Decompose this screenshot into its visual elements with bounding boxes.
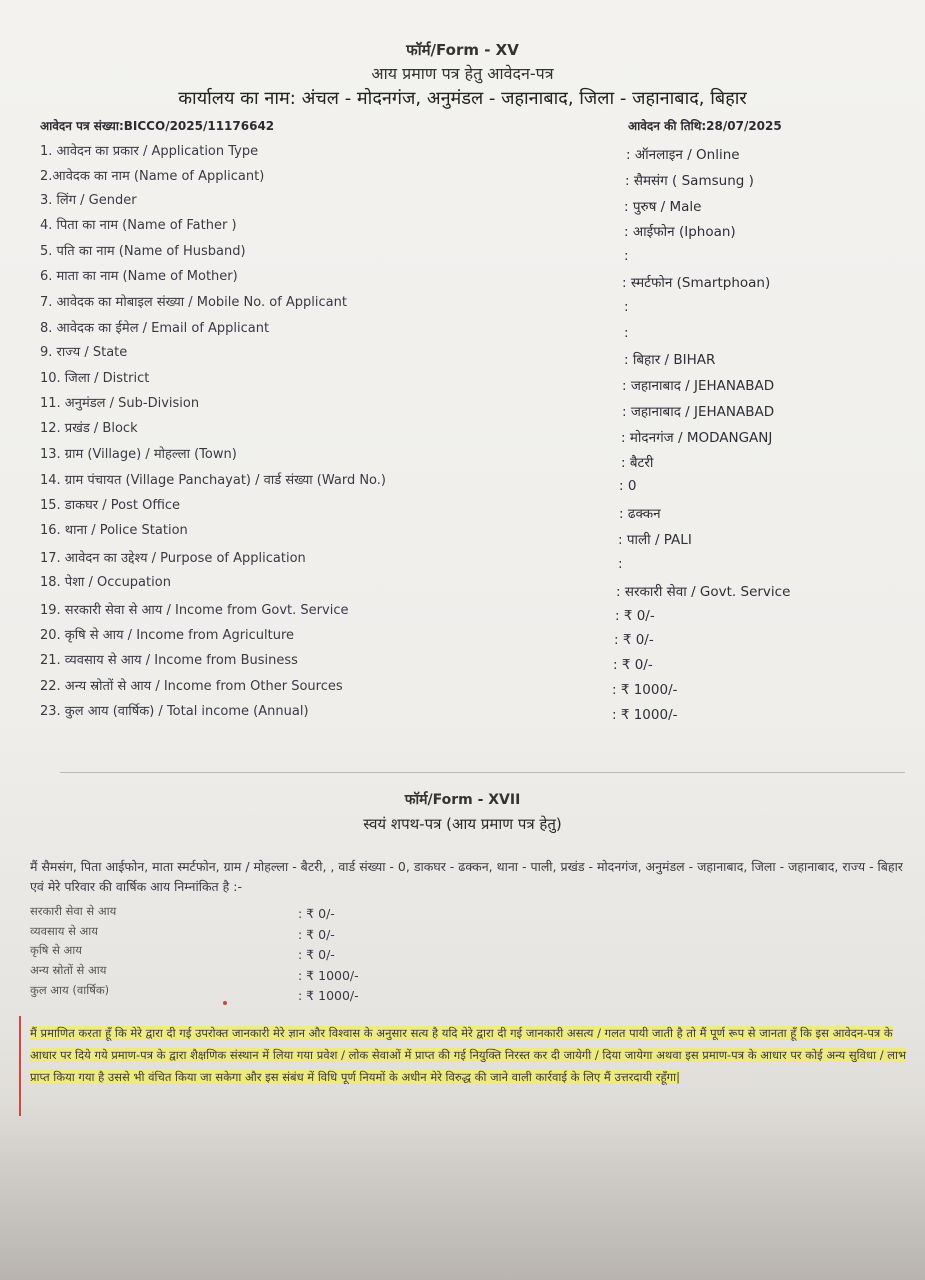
field-value: : ₹ 1000/- [612,707,678,723]
field-value: : ऑनलाइन / Online [626,147,740,163]
field-value: : [618,556,623,572]
field-label: 1. आवेदन का प्रकार / Application Type [40,144,259,159]
field-value: : ₹ 0/- [613,657,653,673]
summary-label: कृषि से आय [30,943,82,957]
field-value: : 0 [619,478,637,494]
field-label: 16. थाना / Police Station [40,523,188,538]
field-label: 4. पिता का नाम (Name of Father ) [40,218,237,233]
field-value: : ₹ 1000/- [612,682,678,698]
form-xvii-subtitle: स्वयं शपथ-पत्र (आय प्रमाण पत्र हेतु) [363,815,562,833]
field-label: 2.आवेदक का नाम (Name of Applicant) [40,169,265,184]
field-label: 12. प्रखंड / Block [40,421,138,436]
field-label: 7. आवेदक का मोबाइल संख्या / Mobile No. of Applicant [40,295,347,310]
field-label: 21. व्यवसाय से आय / Income from Business [40,653,298,668]
form-xv-title: फॉर्म/Form - XV [406,41,519,59]
field-value: : बैटरी [621,455,654,471]
summary-value: : ₹ 1000/- [298,968,359,983]
form-xvii-title: फॉर्म/Form - XVII [404,792,521,808]
field-label: 19. सरकारी सेवा से आय / Income from Govt. Service [40,603,349,618]
field-value: : मोदनगंज / MODANGANJ [621,430,773,446]
field-value: : सरकारी सेवा / Govt. Service [616,584,791,600]
field-value: : ढक्कन [619,506,661,522]
field-label: 18. पेशा / Occupation [40,575,171,590]
declaration-paragraph [30,1022,908,1088]
summary-value: : ₹ 0/- [298,906,335,921]
summary-label: कुल आय (वार्षिक) [30,983,110,997]
summary-label: अन्य स्रोतों से आय [30,963,107,977]
summary-value: : ₹ 0/- [298,947,335,962]
field-value: : ₹ 0/- [615,608,655,624]
field-value: : [624,248,629,264]
field-label: 8. आवेदक का ईमेल / Email of Applicant [40,321,270,336]
field-label: 20. कृषि से आय / Income from Agriculture [40,628,295,643]
field-label: 13. ग्राम (Village) / मोहल्ला (Town) [40,447,237,462]
summary-label: व्यवसाय से आय [30,924,98,938]
field-label: 14. ग्राम पंचायत (Village Panchayat) / वार्ड संख्या (Ward No.) [40,473,386,488]
summary-label: सरकारी सेवा से आय [30,904,117,918]
summary-value: : ₹ 0/- [298,927,335,942]
red-pen-mark [19,1016,21,1116]
field-label: 15. डाकघर / Post Office [40,498,181,513]
form-xv-subtitle: आय प्रमाण पत्र हेतु आवेदन-पत्र [371,64,554,83]
field-value: : बिहार / BIHAR [624,352,716,368]
field-value: : पाली / PALI [618,532,692,548]
ink-mark [223,1001,227,1005]
field-label: 6. माता का नाम (Name of Mother) [40,269,238,284]
field-value: : जहानाबाद / JEHANABAD [622,404,775,420]
field-label: 11. अनुमंडल / Sub-Division [40,396,200,411]
field-value: : [624,325,629,341]
field-label: 10. जिला / District [40,371,150,386]
application-number: आवेदन पत्र संख्या:BICCO/2025/11176642 [40,119,275,133]
summary-value: : ₹ 1000/- [298,988,359,1003]
field-label: 17. आवेदन का उद्देश्य / Purpose of Application [40,551,306,566]
application-date: आवेदन की तिथि:28/07/2025 [628,119,782,133]
field-value: : पुरुष / Male [624,199,702,215]
field-label: 3. लिंग / Gender [40,193,137,208]
highlighted-declaration: मैं प्रमाणित करता हूँ कि मेरे द्वारा दी गई उपरोक्त जानकारी मेरे ज्ञान और विश्वास के अनुसार सत्य है यदि मेरे द्वारा दी गई जानकारी असत्य / गलत पायी जाती है तो मैं पूर्ण रूप से जानता हूँ कि इस आवेदन-पत्र के आधार पर दिये गये प्रमाण-पत्र के द्वारा शैक्षणिक संस्थान में लिया गया प्रवेश / लोक सेवाओं में प्राप्त की गई नियुक्ति निरस्त कर दी जायेगी / दिया जायेगा अथवा इस प्रमाण-पत्र के आधार पर कोई अन्य सुविधा / लाभ प्राप्त किया गया है उससे भी वंचित किया जा सकेगा और इस संबंध में विधि पूर्ण नियमों के अधीन मेरे विरुद्ध की जाने वाली कार्रवाई के लिए मैं उत्तरदायी रहूँगा| [30,1026,907,1084]
field-value: : ₹ 0/- [614,632,654,648]
field-value: : सैमसंग ( Samsung ) [625,173,754,189]
field-label: 22. अन्य स्रोतों से आय / Income from Other Sources [40,679,343,694]
field-value: : आईफोन (Iphoan) [624,224,736,240]
field-label: 9. राज्य / State [40,345,128,360]
affidavit-statement: मैं सैमसंग, पिता आईफोन, माता स्मर्टफोन, ग्राम / मोहल्ला - बैटरी, , वार्ड संख्या - 0, डाकघर - ढक्कन, थाना - पाली, प्रखंड - मोदनगंज, अनुमंडल - जहानाबाद, जिला - जहानाबाद, राज्य - बिहार एवं मेरे परिवार की वार्षिक आय निम्नांकित है :- [30,859,903,894]
field-value: : स्मर्टफोन (Smartphoan) [622,275,771,291]
photo-shadow [0,1100,925,1280]
office-name: कार्यालय का नाम: अंचल - मोदनगंज, अनुमंडल - जहानाबाद, जिला - जहानाबाद, बिहार [178,88,747,109]
section-divider [60,772,905,773]
field-value: : [624,299,629,315]
field-label: 5. पति का नाम (Name of Husband) [40,244,246,259]
field-value: : जहानाबाद / JEHANABAD [622,378,775,394]
field-label: 23. कुल आय (वार्षिक) / Total income (Annual) [40,704,309,719]
